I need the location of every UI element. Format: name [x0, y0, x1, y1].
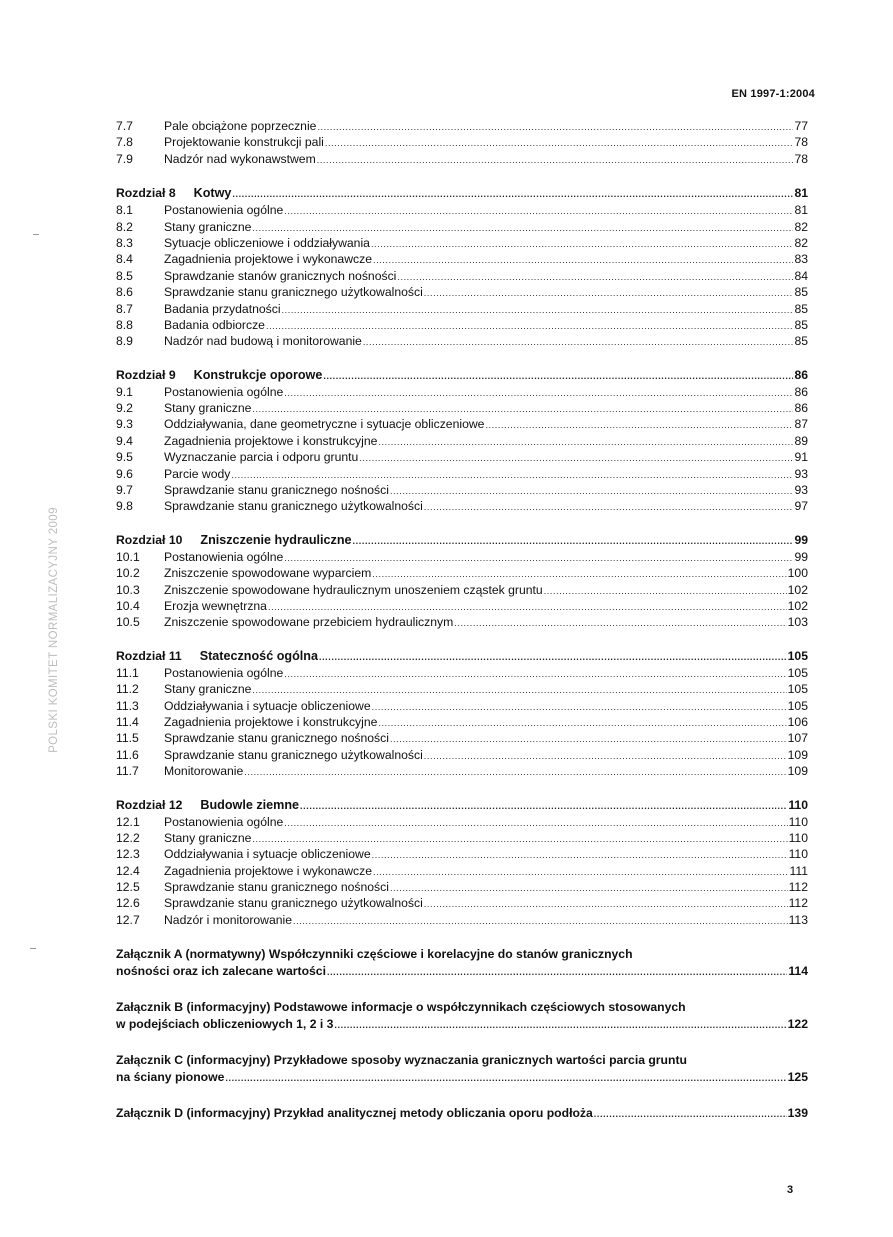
toc-entry: [116, 301, 808, 317]
dot-leader: [424, 499, 793, 515]
entry-number: 8.7: [116, 301, 133, 316]
chapter-heading: [116, 647, 808, 665]
margin-mark: [33, 234, 39, 235]
entry-title: Sprawdzanie stanu granicznego nośności: [164, 483, 389, 498]
toc-entry: [116, 614, 808, 630]
section-gap: [116, 928, 808, 946]
entry-number: 11.5: [116, 731, 139, 746]
entry-page: 110: [788, 830, 808, 845]
entry-title: Sprawdzanie stanu granicznego użytkowalności: [164, 285, 423, 300]
annex-title-line: Załącznik C (informacyjny) Przykładowe sposoby wyznaczania granicznych wartości parcia gruntu: [116, 1053, 687, 1068]
entry-title: Monitorowanie: [164, 764, 244, 779]
entry-page: 82: [794, 219, 808, 234]
dot-leader: [284, 203, 793, 219]
entry-page: 93: [794, 483, 808, 498]
dot-leader: [284, 385, 793, 401]
annex-page: 139: [787, 1106, 808, 1121]
dot-leader: [378, 715, 786, 731]
entry-page: 85: [794, 301, 808, 316]
toc-entry: [116, 879, 808, 895]
chapter-heading: [116, 531, 808, 549]
entry-number: 12.3: [116, 847, 140, 862]
annex-entry: [116, 946, 808, 980]
entry-number: 9.2: [116, 401, 133, 416]
entry-number: 9.3: [116, 417, 133, 432]
dot-leader: [252, 831, 787, 847]
entry-title: Sprawdzanie stanów granicznych nośności: [164, 268, 397, 283]
toc-entry: [116, 202, 808, 218]
entry-title: Zniszczenie spowodowane hydraulicznym unoszeniem cząstek gruntu: [164, 582, 543, 597]
dot-leader: [334, 1017, 786, 1034]
entry-title: Zagadnienia projektowe i wykonawcze: [164, 863, 372, 878]
dot-leader: [544, 583, 787, 599]
toc-entry: [116, 714, 808, 730]
section-gap: [116, 515, 808, 531]
toc-entry: [116, 549, 808, 565]
entry-title: Oddziaływania, dane geometryczne i sytuacje obliczeniowe: [164, 417, 485, 432]
toc-entry: [116, 384, 808, 400]
dot-leader: [284, 666, 786, 682]
dot-leader: [317, 119, 793, 135]
toc-entry: [116, 498, 808, 514]
annex-page: 114: [788, 964, 808, 979]
entry-page: 97: [794, 499, 808, 514]
dot-leader: [390, 731, 787, 747]
annex-title-line: Załącznik A (normatywny) Współczynniki częściowe i korelacyjne do stanów granicznych: [116, 947, 633, 962]
section-gap: [116, 167, 808, 184]
entry-number: 9.1: [116, 384, 133, 399]
dot-leader: [293, 913, 788, 929]
entry-title: Stany graniczne: [164, 219, 252, 234]
toc-entry: [116, 582, 808, 598]
chapter-heading: [116, 184, 808, 202]
margin-mark: [30, 948, 36, 949]
annex-entry: [116, 1052, 808, 1086]
entry-page: 84: [794, 268, 808, 283]
entry-page: 110: [788, 814, 808, 829]
annex-title: nośności oraz ich zalecane wartości: [116, 964, 326, 979]
entry-title: Projektowanie konstrukcji pali: [164, 135, 324, 150]
entry-title: Erozja wewnętrzna: [164, 598, 267, 613]
dot-leader: [232, 185, 793, 203]
entry-title: Sytuacje obliczeniowe i oddziaływania: [164, 235, 370, 250]
entry-number: 12.2: [116, 830, 140, 845]
entry-page: 86: [794, 367, 808, 382]
entry-number: 8.9: [116, 334, 133, 349]
entry-title: Sprawdzanie stanu granicznego nośności: [164, 880, 389, 895]
annex-page: 122: [787, 1017, 808, 1032]
entry-title: Postanowienia ogólne: [164, 384, 284, 399]
toc-entry: [116, 665, 808, 681]
entry-title: Budowle ziemne: [200, 797, 300, 812]
toc-entry: [116, 565, 808, 581]
dot-leader: [397, 269, 793, 285]
entry-number: 11.4: [116, 714, 139, 729]
entry-page: 107: [787, 731, 808, 746]
entry-page: 105: [787, 648, 808, 663]
entry-number: 9.5: [116, 450, 133, 465]
entry-number: 10.5: [116, 615, 140, 630]
entry-page: 85: [794, 285, 808, 300]
entry-page: 102: [787, 582, 808, 597]
dot-leader: [317, 152, 793, 168]
entry-number: 8.6: [116, 285, 133, 300]
entry-page: 78: [794, 135, 808, 150]
entry-number: 8.1: [116, 203, 133, 218]
entry-page: 77: [794, 119, 808, 133]
toc-entry: [116, 118, 808, 134]
entry-number: 11.2: [116, 682, 139, 697]
section-gap: [116, 1033, 808, 1052]
toc-entry: [116, 251, 808, 267]
entry-number: 11.6: [116, 747, 139, 762]
toc-entry: [116, 333, 808, 349]
dot-leader: [284, 550, 793, 566]
dot-leader: [231, 467, 793, 483]
toc-entry: [116, 268, 808, 284]
dot-leader: [252, 682, 786, 698]
entry-page: 81: [794, 186, 808, 201]
entry-page: 78: [794, 151, 808, 166]
entry-number: 9.8: [116, 499, 133, 514]
toc-entry: [116, 863, 808, 879]
entry-page: 105: [787, 682, 808, 697]
entry-number: Rozdział 8: [116, 186, 176, 201]
dot-leader: [390, 483, 793, 499]
entry-title: Kotwy: [193, 186, 232, 201]
entry-number: 12.5: [116, 880, 140, 895]
entry-title: Sprawdzanie stanu granicznego użytkowalności: [164, 747, 423, 762]
entry-number: 8.2: [116, 219, 133, 234]
entry-page: 87: [794, 417, 808, 432]
entry-title: Postanowienia ogólne: [164, 814, 284, 829]
dot-leader: [390, 880, 788, 896]
entry-title: Stany graniczne: [164, 830, 252, 845]
toc-entry: [116, 151, 808, 167]
toc-entry: [116, 482, 808, 498]
dot-leader: [300, 797, 787, 815]
entry-number: Rozdział 11: [116, 648, 182, 663]
annex-entry: [116, 999, 808, 1033]
toc-entry: [116, 219, 808, 235]
entry-title: Badania odbiorcze: [164, 317, 265, 332]
entry-title: Oddziaływania i sytuacje obliczeniowe: [164, 698, 371, 713]
entry-title: Wyznaczanie parcia i odporu gruntu: [164, 450, 359, 465]
entry-title: Stany graniczne: [164, 401, 252, 416]
toc-entry: [116, 681, 808, 697]
dot-leader: [373, 252, 793, 268]
toc-entry: [116, 814, 808, 830]
entry-page: 99: [794, 532, 808, 547]
entry-number: 12.4: [116, 863, 140, 878]
toc-entry: [116, 895, 808, 911]
toc-entry: [116, 400, 808, 416]
entry-number: 8.5: [116, 268, 133, 283]
annex-title: na ściany pionowe: [116, 1070, 225, 1085]
entry-title: Zagadnienia projektowe i konstrukcyjne: [164, 714, 378, 729]
entry-number: 10.1: [116, 549, 140, 564]
entry-page: 113: [788, 912, 808, 927]
entry-number: Rozdział 9: [116, 367, 176, 382]
annex-page: 125: [787, 1070, 808, 1085]
page-number: 3: [787, 1184, 794, 1196]
entry-number: 7.9: [116, 151, 133, 166]
dot-leader: [359, 450, 793, 466]
annex-title: w podejściach obliczeniowych 1, 2 i 3: [116, 1017, 334, 1032]
toc-entry: [116, 698, 808, 714]
entry-page: 103: [787, 615, 808, 630]
entry-page: 86: [794, 384, 808, 399]
annex-title: Załącznik D (informacyjny) Przykład analitycznej metody obliczania oporu podłoża: [116, 1106, 593, 1121]
toc-entry: [116, 730, 808, 746]
entry-page: 106: [787, 714, 808, 729]
entry-page: 82: [794, 235, 808, 250]
dot-leader: [424, 285, 793, 301]
entry-number: 7.8: [116, 135, 133, 150]
dot-leader: [266, 318, 793, 334]
entry-page: 102: [787, 598, 808, 613]
section-chapter: [116, 184, 808, 350]
entry-page: 91: [794, 450, 808, 465]
entry-title: Zagadnienia projektowe i wykonawcze: [164, 252, 372, 267]
entry-number: 8.3: [116, 235, 133, 250]
section-gap: [116, 631, 808, 647]
watermark-text: POLSKI KOMITET NORMALIZACYJNY 2009: [48, 507, 60, 753]
dot-leader: [325, 135, 793, 151]
section-gap: [116, 980, 808, 999]
dot-leader: [594, 1106, 787, 1123]
dot-leader: [378, 434, 793, 450]
section-chapter: [116, 366, 808, 515]
entry-number: 11.1: [116, 665, 139, 680]
entry-page: 109: [787, 764, 808, 779]
toc-entry: [116, 763, 808, 779]
entry-title: Parcie wody: [164, 466, 231, 481]
toc-entry: [116, 747, 808, 763]
entry-title: Oddziaływania i sytuacje obliczeniowe: [164, 847, 371, 862]
toc-entry: [116, 416, 808, 432]
entry-title: Postanowienia ogólne: [164, 665, 284, 680]
dot-leader: [424, 896, 788, 912]
annex-title-line: Załącznik B (informacyjny) Podstawowe informacje o współczynnikach częściowych stosowanych: [116, 1000, 686, 1015]
entry-page: 100: [787, 566, 808, 581]
toc-entry: [116, 466, 808, 482]
section-gap: [116, 1086, 808, 1105]
annex-entry: [116, 1105, 808, 1122]
chapter-heading: [116, 796, 808, 814]
entry-title: Zagadnienia projektowe i konstrukcyjne: [164, 433, 378, 448]
section-chapter: [116, 796, 808, 929]
annex-title-line-last: [116, 963, 808, 980]
section-gap: [116, 780, 808, 796]
toc-entry: [116, 433, 808, 449]
entry-number: 9.6: [116, 466, 133, 481]
section-gap: [116, 350, 808, 366]
document-header: EN 1997-1:2004: [731, 88, 815, 100]
entry-number: 9.7: [116, 483, 133, 498]
entry-number: 12.6: [116, 896, 140, 911]
dot-leader: [319, 648, 787, 666]
entry-number: 10.3: [116, 582, 140, 597]
dot-leader: [244, 764, 786, 780]
entry-page: 110: [788, 847, 808, 862]
entry-page: 93: [794, 466, 808, 481]
dot-leader: [372, 566, 786, 582]
entry-page: 105: [787, 665, 808, 680]
entry-title: Badania przydatności: [164, 301, 281, 316]
annex-title-line-last: [116, 1069, 808, 1086]
entry-title: Sprawdzanie stanu granicznego użytkowalności: [164, 499, 423, 514]
entry-page: 99: [794, 549, 808, 564]
section-chapter: [116, 531, 808, 631]
chapter-heading: [116, 366, 808, 384]
annex-title-line-last: [116, 1105, 808, 1122]
entry-page: 85: [794, 317, 808, 332]
entry-number: 8.8: [116, 317, 133, 332]
entry-number: Rozdział 12: [116, 797, 183, 812]
dot-leader: [454, 615, 786, 631]
entry-page: 112: [788, 880, 808, 895]
dot-leader: [252, 220, 793, 236]
entry-title: Postanowienia ogólne: [164, 203, 284, 218]
entry-page: 105: [787, 698, 808, 713]
entry-number: Rozdział 10: [116, 532, 183, 547]
section-chapter: [116, 647, 808, 780]
entry-number: 10.4: [116, 598, 140, 613]
entry-title: Stateczność ogólna: [199, 648, 318, 663]
entry-page: 83: [794, 252, 808, 267]
entry-title: Postanowienia ogólne: [164, 549, 284, 564]
entry-number: 11.7: [116, 764, 139, 779]
entry-page: 86: [794, 401, 808, 416]
toc-entry: [116, 912, 808, 928]
dot-leader: [485, 417, 793, 433]
table-of-contents: [116, 118, 808, 1122]
entry-title: Zniszczenie spowodowane przebiciem hydraulicznym: [164, 615, 454, 630]
entry-page: 81: [794, 203, 808, 218]
entry-title: Sprawdzanie stanu granicznego nośności: [164, 731, 389, 746]
entry-title: Zniszczenie hydrauliczne: [200, 532, 352, 547]
dot-leader: [371, 236, 793, 252]
dot-leader: [327, 964, 787, 981]
entry-page: 109: [787, 747, 808, 762]
entry-title: Nadzór i monitorowanie: [164, 912, 293, 927]
toc-entry: [116, 830, 808, 846]
entry-page: 112: [788, 896, 808, 911]
annex-title-line-last: [116, 1016, 808, 1033]
entry-title: Nadzór nad wykonawstwem: [164, 151, 316, 166]
dot-leader: [282, 302, 793, 318]
dot-leader: [363, 334, 793, 350]
toc-entry: [116, 134, 808, 150]
entry-title: Konstrukcje oporowe: [193, 367, 323, 382]
toc-entry: [116, 449, 808, 465]
entry-title: Pale obciążone poprzecznie: [164, 119, 317, 133]
entry-number: 9.4: [116, 433, 133, 448]
entry-number: 7.7: [116, 119, 133, 133]
toc-entry: [116, 598, 808, 614]
entry-number: 10.2: [116, 566, 140, 581]
dot-leader: [372, 699, 787, 715]
entry-number: 11.3: [116, 698, 139, 713]
dot-leader: [353, 532, 793, 550]
dot-leader: [373, 864, 788, 880]
entry-title: Nadzór nad budową i monitorowanie: [164, 334, 362, 349]
dot-leader: [284, 815, 787, 831]
entry-page: 111: [789, 863, 808, 878]
toc-entry: [116, 284, 808, 300]
entry-page: 85: [794, 334, 808, 349]
dot-leader: [252, 401, 793, 417]
toc-entry: [116, 317, 808, 333]
toc-entry: [116, 846, 808, 862]
section-chapter-7-tail: [116, 118, 808, 167]
entry-page: 110: [788, 797, 808, 812]
dot-leader: [225, 1070, 786, 1087]
entry-title: Sprawdzanie stanu granicznego użytkowalności: [164, 896, 423, 911]
dot-leader: [268, 599, 787, 615]
dot-leader: [372, 847, 788, 863]
entry-number: 12.7: [116, 912, 140, 927]
toc-entry: [116, 235, 808, 251]
entry-page: 89: [794, 433, 808, 448]
entry-number: 8.4: [116, 252, 133, 267]
dot-leader: [424, 748, 787, 764]
entry-title: Zniszczenie spowodowane wyparciem: [164, 566, 372, 581]
entry-title: Stany graniczne: [164, 682, 252, 697]
dot-leader: [323, 367, 793, 385]
entry-number: 12.1: [116, 814, 140, 829]
